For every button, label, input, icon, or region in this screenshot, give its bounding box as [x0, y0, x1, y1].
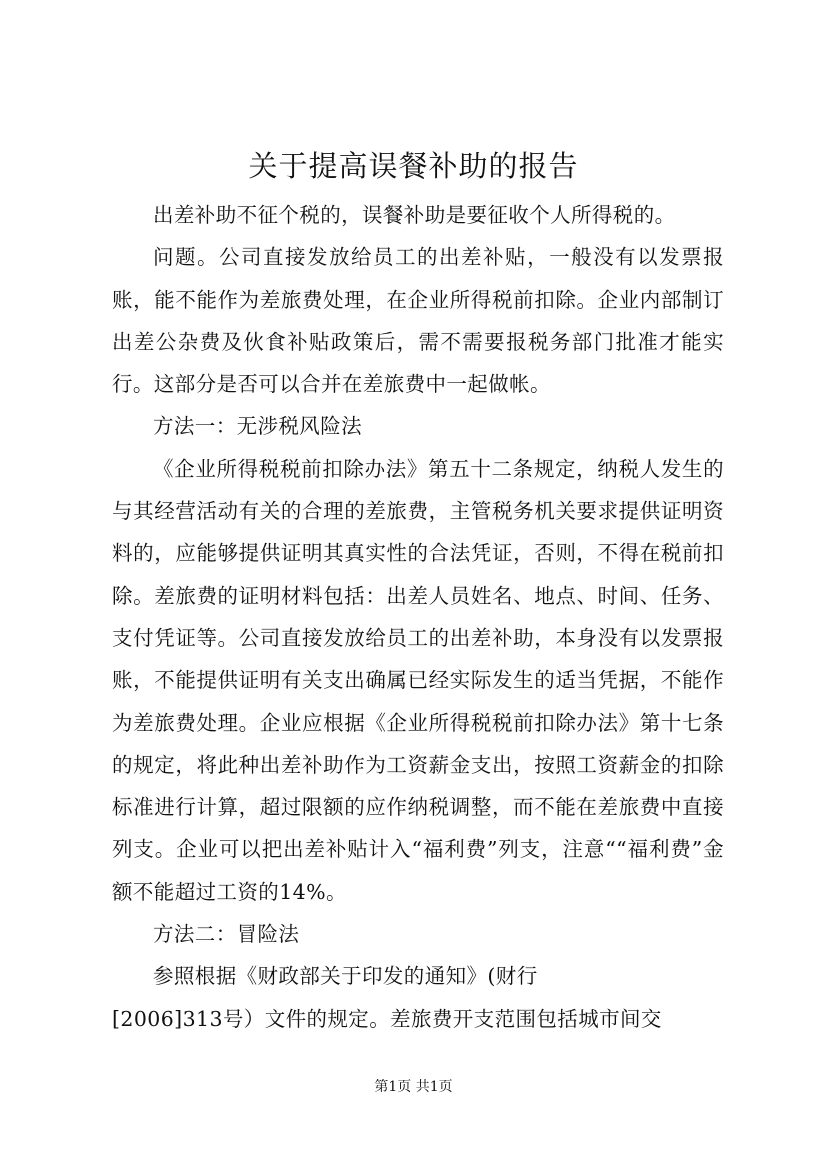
- paragraph-question: 问题。公司直接发放给员工的出差补贴，一般没有以发票报账，能不能作为差旅费处理，在企业所得税前扣除。企业内部制订出差公杂费及伙食补贴政策后，需不需要报税务部门批准才能实行。这部分是否可以合并在差旅费中一起做帐。: [112, 245, 724, 397]
- page-number: 第1页 共1页: [374, 1079, 453, 1095]
- paragraph-method-one-body: 《企业所得税税前扣除办法》第五十二条规定，纳税人发生的与其经营活动有关的合理的差旅费，主管税务机关要求提供证明资料的，应能够提供证明其真实性的合法凭证，否则，不得在税前扣除。差旅费的证明材料包括：出差人员姓名、地点、时间、任务、支付凭证等。公司直接发放给员工的出差补助，本身没有以发票报账，不能提供证明有关支出确属已经实际发生的适当凭据，不能作为差旅费处理。企业应根据《企业所得税税前扣除办法》第十七条的规定，将此种出差补助作为工资薪金支出，按照工资薪金的扣除标准进行计算，超过限额的应作纳税调整，而不能在差旅费中直接列支。企业可以把出差补贴计入“福利费”列支，注意““福利费”金额不能超过工资的14%。: [112, 456, 724, 904]
- paragraph-method-two-heading: 方法二：冒险法: [153, 922, 300, 947]
- paragraph-summary: 出差补助不征个税的，误餐补助是要征收个人所得税的。: [153, 203, 676, 227]
- paragraph-reference-continued: [2006]313号）文件的规定。差旅费开支范围包括城市间交: [112, 1006, 662, 1031]
- document-body: [112, 194, 724, 1040]
- paragraph-reference: 参照根据《财政部关于印发的通知》(财行: [153, 964, 538, 989]
- document-title: 关于提高误餐补助的报告: [248, 149, 579, 183]
- paragraph-method-one-heading: 方法一：无涉税风险法: [153, 414, 362, 439]
